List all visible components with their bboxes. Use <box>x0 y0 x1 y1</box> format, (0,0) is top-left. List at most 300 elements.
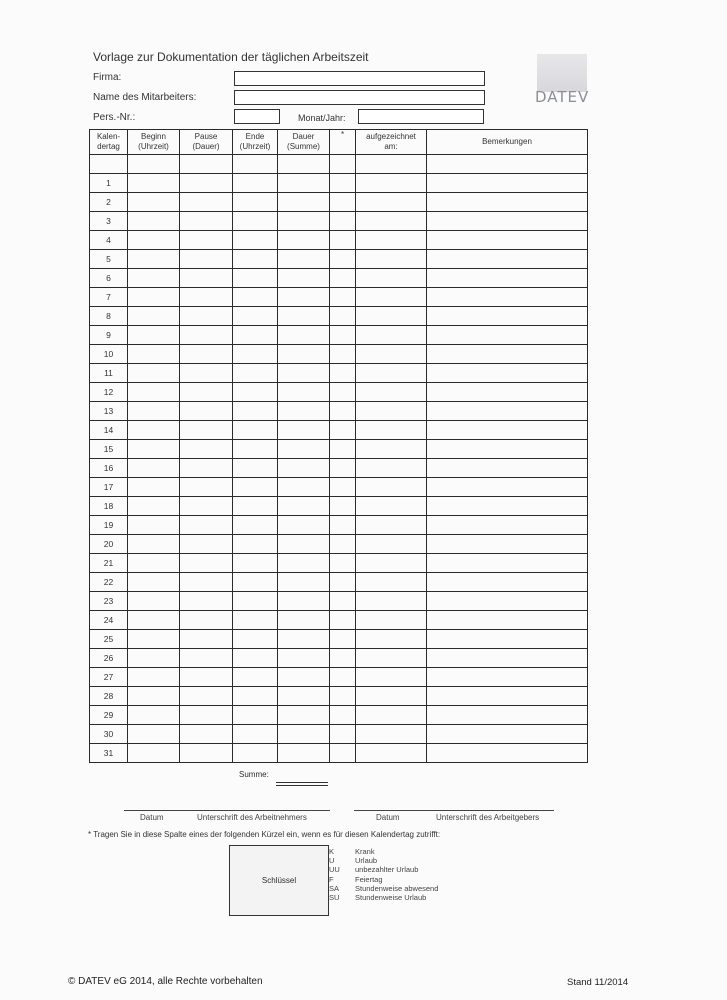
ende-cell[interactable] <box>233 687 278 706</box>
pause-cell[interactable] <box>180 535 233 554</box>
table-row <box>90 193 588 212</box>
code-cell[interactable] <box>330 497 356 516</box>
ende-cell[interactable] <box>233 630 278 649</box>
dauer-cell[interactable] <box>278 535 330 554</box>
pause-cell[interactable] <box>180 459 233 478</box>
table-row <box>90 611 588 630</box>
beginn-cell[interactable] <box>128 725 180 744</box>
beginn-cell[interactable] <box>128 535 180 554</box>
aufgezeichnet-cell[interactable] <box>356 231 427 250</box>
day-cell: 28 <box>90 687 128 706</box>
pause-cell[interactable] <box>180 155 233 174</box>
table-body <box>90 155 588 763</box>
dauer-cell[interactable] <box>278 554 330 573</box>
ende-cell[interactable] <box>233 440 278 459</box>
beginn-cell[interactable] <box>128 212 180 231</box>
beginn-cell[interactable] <box>128 326 180 345</box>
ende-cell[interactable] <box>233 611 278 630</box>
ende-cell[interactable] <box>233 554 278 573</box>
beginn-cell[interactable] <box>128 649 180 668</box>
pause-cell[interactable] <box>180 497 233 516</box>
bemerkungen-cell[interactable] <box>427 478 588 497</box>
pause-cell[interactable] <box>180 706 233 725</box>
ende-cell[interactable] <box>233 459 278 478</box>
bemerkungen-cell[interactable] <box>427 649 588 668</box>
table-row <box>90 630 588 649</box>
ende-cell[interactable] <box>233 706 278 725</box>
dauer-cell[interactable] <box>278 516 330 535</box>
day-cell: 5 <box>90 250 128 269</box>
pause-cell[interactable] <box>180 193 233 212</box>
aufgezeichnet-cell[interactable] <box>356 174 427 193</box>
pause-cell[interactable] <box>180 630 233 649</box>
aufgezeichnet-cell[interactable] <box>356 421 427 440</box>
ende-cell[interactable] <box>233 250 278 269</box>
aufgezeichnet-cell[interactable] <box>356 725 427 744</box>
aufgezeichnet-cell[interactable] <box>356 307 427 326</box>
bemerkungen-cell[interactable] <box>427 535 588 554</box>
dauer-cell[interactable] <box>278 288 330 307</box>
firma-field[interactable] <box>234 71 485 86</box>
ende-cell[interactable] <box>233 516 278 535</box>
employer-signature-line[interactable] <box>354 810 554 811</box>
dauer-cell[interactable] <box>278 250 330 269</box>
pause-cell[interactable] <box>180 307 233 326</box>
bemerkungen-cell[interactable] <box>427 326 588 345</box>
table-row <box>90 155 588 174</box>
code-cell[interactable] <box>330 535 356 554</box>
bemerkungen-cell[interactable] <box>427 497 588 516</box>
beginn-cell[interactable] <box>128 288 180 307</box>
day-cell: 29 <box>90 706 128 725</box>
ende-cell[interactable] <box>233 744 278 763</box>
bemerkungen-cell[interactable] <box>427 554 588 573</box>
bemerkungen-cell[interactable] <box>427 174 588 193</box>
bemerkungen-cell[interactable] <box>427 706 588 725</box>
day-cell: 22 <box>90 573 128 592</box>
key-code-row <box>329 884 438 893</box>
code-cell[interactable] <box>330 573 356 592</box>
day-cell: 31 <box>90 744 128 763</box>
bemerkungen-cell[interactable] <box>427 440 588 459</box>
code-cell[interactable] <box>330 250 356 269</box>
day-cell: 15 <box>90 440 128 459</box>
code-cell[interactable] <box>330 155 356 174</box>
header-beginn: Beginn (Uhrzeit) <box>128 130 180 155</box>
pause-cell[interactable] <box>180 687 233 706</box>
beginn-cell[interactable] <box>128 193 180 212</box>
pause-cell[interactable] <box>180 725 233 744</box>
pause-cell[interactable] <box>180 288 233 307</box>
aufgezeichnet-cell[interactable] <box>356 250 427 269</box>
beginn-cell[interactable] <box>128 155 180 174</box>
header-star: * <box>330 130 356 155</box>
beginn-cell[interactable] <box>128 554 180 573</box>
pause-cell[interactable] <box>180 345 233 364</box>
dauer-cell[interactable] <box>278 668 330 687</box>
beginn-cell[interactable] <box>128 269 180 288</box>
ende-cell[interactable] <box>233 497 278 516</box>
summe-label: Summe: <box>239 770 269 779</box>
pause-cell[interactable] <box>180 516 233 535</box>
table-row <box>90 668 588 687</box>
key-code: U <box>329 856 335 866</box>
ende-cell[interactable] <box>233 155 278 174</box>
pause-cell[interactable] <box>180 554 233 573</box>
dauer-cell[interactable] <box>278 687 330 706</box>
code-cell[interactable] <box>330 611 356 630</box>
code-cell[interactable] <box>330 554 356 573</box>
persnr-field[interactable] <box>234 109 280 124</box>
aufgezeichnet-cell[interactable] <box>356 345 427 364</box>
dauer-cell[interactable] <box>278 630 330 649</box>
dauer-cell[interactable] <box>278 725 330 744</box>
code-cell[interactable] <box>330 687 356 706</box>
ende-cell[interactable] <box>233 212 278 231</box>
ende-cell[interactable] <box>233 649 278 668</box>
aufgezeichnet-cell[interactable] <box>356 193 427 212</box>
aufgezeichnet-cell[interactable] <box>356 516 427 535</box>
pause-cell[interactable] <box>180 611 233 630</box>
code-cell[interactable] <box>330 440 356 459</box>
dauer-cell[interactable] <box>278 611 330 630</box>
datev-logo-icon <box>537 54 587 92</box>
key-code-row <box>329 865 438 874</box>
pause-cell[interactable] <box>180 744 233 763</box>
ende-cell[interactable] <box>233 269 278 288</box>
summe-double-underline <box>276 785 328 786</box>
beginn-cell[interactable] <box>128 402 180 421</box>
pause-cell[interactable] <box>180 250 233 269</box>
bemerkungen-cell[interactable] <box>427 630 588 649</box>
beginn-cell[interactable] <box>128 250 180 269</box>
beginn-cell[interactable] <box>128 364 180 383</box>
code-cell[interactable] <box>330 649 356 668</box>
dauer-cell[interactable] <box>278 307 330 326</box>
pause-cell[interactable] <box>180 573 233 592</box>
beginn-cell[interactable] <box>128 231 180 250</box>
bemerkungen-cell[interactable] <box>427 573 588 592</box>
day-cell: 14 <box>90 421 128 440</box>
table-row <box>90 421 588 440</box>
code-cell[interactable] <box>330 421 356 440</box>
dauer-cell[interactable] <box>278 421 330 440</box>
day-cell: 2 <box>90 193 128 212</box>
bemerkungen-cell[interactable] <box>427 250 588 269</box>
day-cell: 7 <box>90 288 128 307</box>
aufgezeichnet-cell[interactable] <box>356 269 427 288</box>
aufgezeichnet-cell[interactable] <box>356 611 427 630</box>
key-meaning: Stundenweise abwesend <box>355 883 439 893</box>
bemerkungen-cell[interactable] <box>427 516 588 535</box>
ende-cell[interactable] <box>233 573 278 592</box>
code-cell[interactable] <box>330 402 356 421</box>
code-cell[interactable] <box>330 212 356 231</box>
code-cell[interactable] <box>330 326 356 345</box>
table-row <box>90 212 588 231</box>
ende-cell[interactable] <box>233 326 278 345</box>
aufgezeichnet-cell[interactable] <box>356 478 427 497</box>
bemerkungen-cell[interactable] <box>427 364 588 383</box>
aufgezeichnet-cell[interactable] <box>356 535 427 554</box>
ende-cell[interactable] <box>233 592 278 611</box>
dauer-cell[interactable] <box>278 326 330 345</box>
code-cell[interactable] <box>330 630 356 649</box>
code-cell[interactable] <box>330 459 356 478</box>
dauer-cell[interactable] <box>278 269 330 288</box>
pause-cell[interactable] <box>180 440 233 459</box>
employee-signature-line[interactable] <box>124 810 330 811</box>
beginn-cell[interactable] <box>128 421 180 440</box>
code-cell[interactable] <box>330 592 356 611</box>
dauer-cell[interactable] <box>278 573 330 592</box>
form-title: Vorlage zur Dokumentation der täglichen Arbeitszeit <box>93 50 369 64</box>
code-cell[interactable] <box>330 516 356 535</box>
employee-date-label: Datum <box>140 813 164 822</box>
key-meaning: Urlaub <box>355 856 378 866</box>
key-label: Schlüssel <box>261 876 297 885</box>
table-row <box>90 573 588 592</box>
code-cell[interactable] <box>330 706 356 725</box>
ende-cell[interactable] <box>233 668 278 687</box>
beginn-cell[interactable] <box>128 497 180 516</box>
pause-cell[interactable] <box>180 326 233 345</box>
key-code: UU <box>329 865 340 875</box>
aufgezeichnet-cell[interactable] <box>356 402 427 421</box>
bemerkungen-cell[interactable] <box>427 592 588 611</box>
code-cell[interactable] <box>330 174 356 193</box>
bemerkungen-cell[interactable] <box>427 459 588 478</box>
name-field[interactable] <box>234 90 485 105</box>
aufgezeichnet-cell[interactable] <box>356 212 427 231</box>
beginn-cell[interactable] <box>128 459 180 478</box>
dauer-cell[interactable] <box>278 212 330 231</box>
code-cell[interactable] <box>330 231 356 250</box>
aufgezeichnet-cell[interactable] <box>356 573 427 592</box>
table-row <box>90 269 588 288</box>
beginn-cell[interactable] <box>128 687 180 706</box>
ende-cell[interactable] <box>233 421 278 440</box>
ende-cell[interactable] <box>233 174 278 193</box>
bemerkungen-cell[interactable] <box>427 611 588 630</box>
bemerkungen-cell[interactable] <box>427 421 588 440</box>
aufgezeichnet-cell[interactable] <box>356 383 427 402</box>
dauer-cell[interactable] <box>278 383 330 402</box>
key-code: SA <box>329 883 340 893</box>
pause-cell[interactable] <box>180 231 233 250</box>
bemerkungen-cell[interactable] <box>427 725 588 744</box>
header-bemerkungen: Bemerkungen <box>427 130 588 155</box>
beginn-cell[interactable] <box>128 478 180 497</box>
aufgezeichnet-cell[interactable] <box>356 592 427 611</box>
dauer-cell[interactable] <box>278 744 330 763</box>
ende-cell[interactable] <box>233 231 278 250</box>
beginn-cell[interactable] <box>128 516 180 535</box>
footnote: * Tragen Sie in diese Spalte eines der folgenden Kürzel ein, wenn es für diesen Kalendertag zutrifft: <box>88 830 441 839</box>
pause-cell[interactable] <box>180 478 233 497</box>
pause-cell[interactable] <box>180 364 233 383</box>
day-cell: 17 <box>90 478 128 497</box>
table-row <box>90 497 588 516</box>
ende-cell[interactable] <box>233 307 278 326</box>
aufgezeichnet-cell[interactable] <box>356 554 427 573</box>
code-cell[interactable] <box>330 383 356 402</box>
pause-cell[interactable] <box>180 212 233 231</box>
key-code-row <box>329 847 438 856</box>
bemerkungen-cell[interactable] <box>427 288 588 307</box>
beginn-cell[interactable] <box>128 592 180 611</box>
table-row <box>90 516 588 535</box>
dauer-cell[interactable] <box>278 174 330 193</box>
day-cell <box>90 155 128 174</box>
aufgezeichnet-cell[interactable] <box>356 459 427 478</box>
dauer-cell[interactable] <box>278 402 330 421</box>
code-cell[interactable] <box>330 364 356 383</box>
table-row <box>90 459 588 478</box>
aufgezeichnet-cell[interactable] <box>356 706 427 725</box>
ende-cell[interactable] <box>233 478 278 497</box>
aufgezeichnet-cell[interactable] <box>356 687 427 706</box>
aufgezeichnet-cell[interactable] <box>356 668 427 687</box>
dauer-cell[interactable] <box>278 231 330 250</box>
code-cell[interactable] <box>330 478 356 497</box>
aufgezeichnet-cell[interactable] <box>356 649 427 668</box>
pause-cell[interactable] <box>180 592 233 611</box>
key-code: SU <box>329 893 340 903</box>
dauer-cell[interactable] <box>278 592 330 611</box>
table-row <box>90 649 588 668</box>
aufgezeichnet-cell[interactable] <box>356 630 427 649</box>
pause-cell[interactable] <box>180 649 233 668</box>
pause-cell[interactable] <box>180 174 233 193</box>
dauer-cell[interactable] <box>278 478 330 497</box>
aufgezeichnet-cell[interactable] <box>356 364 427 383</box>
ende-cell[interactable] <box>233 345 278 364</box>
aufgezeichnet-cell[interactable] <box>356 326 427 345</box>
beginn-cell[interactable] <box>128 383 180 402</box>
bemerkungen-cell[interactable] <box>427 193 588 212</box>
bemerkungen-cell[interactable] <box>427 269 588 288</box>
beginn-cell[interactable] <box>128 345 180 364</box>
bemerkungen-cell[interactable] <box>427 345 588 364</box>
code-cell[interactable] <box>330 744 356 763</box>
key-meaning: Stundenweise Urlaub <box>355 893 427 903</box>
ende-cell[interactable] <box>233 193 278 212</box>
name-label: Name des Mitarbeiters: <box>93 92 197 103</box>
pause-cell[interactable] <box>180 402 233 421</box>
bemerkungen-cell[interactable] <box>427 383 588 402</box>
dauer-cell[interactable] <box>278 364 330 383</box>
beginn-cell[interactable] <box>128 630 180 649</box>
key-meaning: Feiertag <box>355 874 383 884</box>
table-row <box>90 345 588 364</box>
beginn-cell[interactable] <box>128 611 180 630</box>
dauer-cell[interactable] <box>278 459 330 478</box>
aufgezeichnet-cell[interactable] <box>356 440 427 459</box>
header-dauer: Dauer (Summe) <box>278 130 330 155</box>
header-pause: Pause (Dauer) <box>180 130 233 155</box>
dauer-cell[interactable] <box>278 345 330 364</box>
aufgezeichnet-cell[interactable] <box>356 497 427 516</box>
pause-cell[interactable] <box>180 421 233 440</box>
ende-cell[interactable] <box>233 535 278 554</box>
ende-cell[interactable] <box>233 402 278 421</box>
key-meaning: Krank <box>355 847 375 856</box>
beginn-cell[interactable] <box>128 573 180 592</box>
table-row <box>90 706 588 725</box>
table-row <box>90 231 588 250</box>
key-meaning: unbezahlter Urlaub <box>355 865 419 875</box>
dauer-cell[interactable] <box>278 706 330 725</box>
dauer-cell[interactable] <box>278 440 330 459</box>
monat-field[interactable] <box>358 109 484 124</box>
beginn-cell[interactable] <box>128 174 180 193</box>
beginn-cell[interactable] <box>128 668 180 687</box>
dauer-cell[interactable] <box>278 649 330 668</box>
key-box <box>229 845 329 916</box>
ende-cell[interactable] <box>233 288 278 307</box>
bemerkungen-cell[interactable] <box>427 402 588 421</box>
bemerkungen-cell[interactable] <box>427 231 588 250</box>
header-kalendertag: Kalen- dertag <box>90 130 128 155</box>
day-cell: 16 <box>90 459 128 478</box>
ende-cell[interactable] <box>233 725 278 744</box>
table-row <box>90 383 588 402</box>
table-row <box>90 744 588 763</box>
key-code-list <box>329 847 438 902</box>
code-cell[interactable] <box>330 269 356 288</box>
day-cell: 6 <box>90 269 128 288</box>
beginn-cell[interactable] <box>128 307 180 326</box>
day-cell: 21 <box>90 554 128 573</box>
code-cell[interactable] <box>330 193 356 212</box>
dauer-cell[interactable] <box>278 193 330 212</box>
code-cell[interactable] <box>330 288 356 307</box>
day-cell: 11 <box>90 364 128 383</box>
employee-signature-label: Unterschrift des Arbeitnehmers <box>197 813 307 822</box>
beginn-cell[interactable] <box>128 706 180 725</box>
bemerkungen-cell[interactable] <box>427 212 588 231</box>
aufgezeichnet-cell[interactable] <box>356 744 427 763</box>
header-ende: Ende (Uhrzeit) <box>233 130 278 155</box>
bemerkungen-cell[interactable] <box>427 744 588 763</box>
code-cell[interactable] <box>330 345 356 364</box>
ende-cell[interactable] <box>233 364 278 383</box>
bemerkungen-cell[interactable] <box>427 155 588 174</box>
table-row <box>90 725 588 744</box>
pause-cell[interactable] <box>180 668 233 687</box>
bemerkungen-cell[interactable] <box>427 668 588 687</box>
code-cell[interactable] <box>330 307 356 326</box>
ende-cell[interactable] <box>233 383 278 402</box>
pause-cell[interactable] <box>180 269 233 288</box>
beginn-cell[interactable] <box>128 744 180 763</box>
table-row <box>90 174 588 193</box>
bemerkungen-cell[interactable] <box>427 307 588 326</box>
code-cell[interactable] <box>330 668 356 687</box>
firma-label: Firma: <box>93 72 122 83</box>
beginn-cell[interactable] <box>128 440 180 459</box>
code-cell[interactable] <box>330 725 356 744</box>
day-cell: 18 <box>90 497 128 516</box>
pause-cell[interactable] <box>180 383 233 402</box>
aufgezeichnet-cell[interactable] <box>356 155 427 174</box>
day-cell: 9 <box>90 326 128 345</box>
bemerkungen-cell[interactable] <box>427 687 588 706</box>
dauer-cell[interactable] <box>278 155 330 174</box>
aufgezeichnet-cell[interactable] <box>356 288 427 307</box>
dauer-cell[interactable] <box>278 497 330 516</box>
